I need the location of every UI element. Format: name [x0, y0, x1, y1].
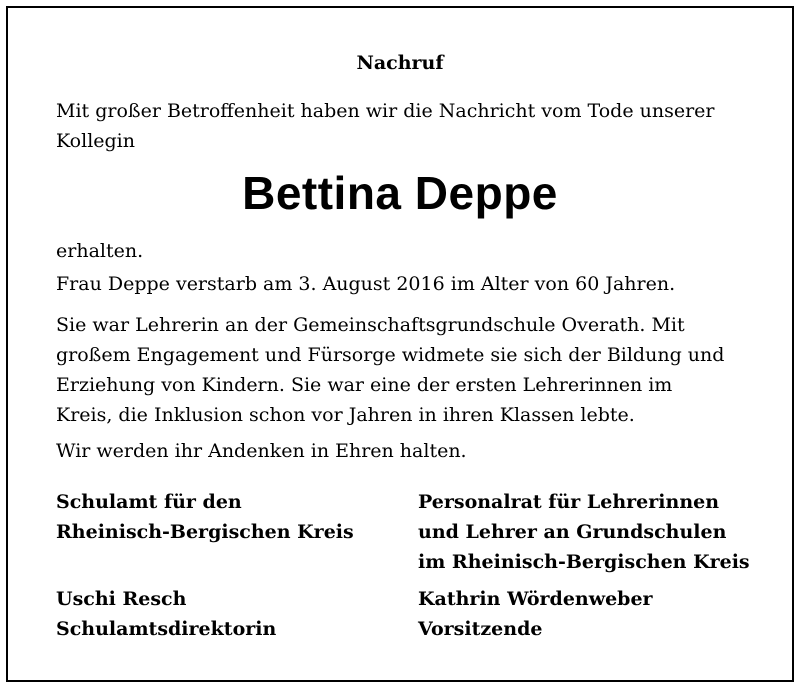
person-name: Uschi Resch: [56, 588, 187, 610]
biography-line: Sie war Lehrerin an der Gemeinschaftsgrundschule Overath. Mit: [56, 314, 685, 336]
biography-line: Erziehung von Kindern. Sie war eine der ersten Lehrerinnen im: [56, 374, 673, 396]
person-title: Schulamtsdirektorin: [56, 618, 277, 640]
remembrance-text: Wir werden ihr Andenken in Ehren halten.: [56, 440, 467, 462]
received-text: erhalten.: [56, 240, 144, 262]
deceased-name: Bettina Deppe: [242, 167, 558, 219]
signatory-left-person: [56, 584, 276, 644]
person-name: Kathrin Wördenweber: [418, 588, 653, 610]
notice-heading: Nachruf: [356, 52, 444, 74]
org-line: Personalrat für Lehrerinnen: [418, 491, 720, 513]
org-line: und Lehrer an Grundschulen: [418, 521, 727, 543]
intro-line: Mit großer Betroffenheit haben wir die Nachricht vom Tode unserer: [56, 100, 715, 122]
org-line: im Rheinisch-Bergischen Kreis: [418, 551, 750, 573]
signatory-right-org: [418, 487, 750, 577]
intro-paragraph: [56, 96, 744, 156]
org-line: Schulamt für den: [56, 491, 242, 513]
biography-paragraph: [56, 310, 744, 430]
biography-line: Kreis, die Inklusion schon vor Jahren in ihren Klassen lebte.: [56, 404, 635, 426]
death-notice-text: Frau Deppe verstarb am 3. August 2016 im Alter von 60 Jahren.: [56, 273, 676, 295]
person-title: Vorsitzende: [418, 618, 543, 640]
obituary-notice: [6, 6, 794, 682]
signatory-left-org: [56, 487, 354, 547]
signatory-right-person: [418, 584, 653, 644]
org-line: Rheinisch-Bergischen Kreis: [56, 521, 354, 543]
biography-line: großem Engagement und Fürsorge widmete sie sich der Bildung und: [56, 344, 725, 366]
intro-line: Kollegin: [56, 130, 135, 152]
